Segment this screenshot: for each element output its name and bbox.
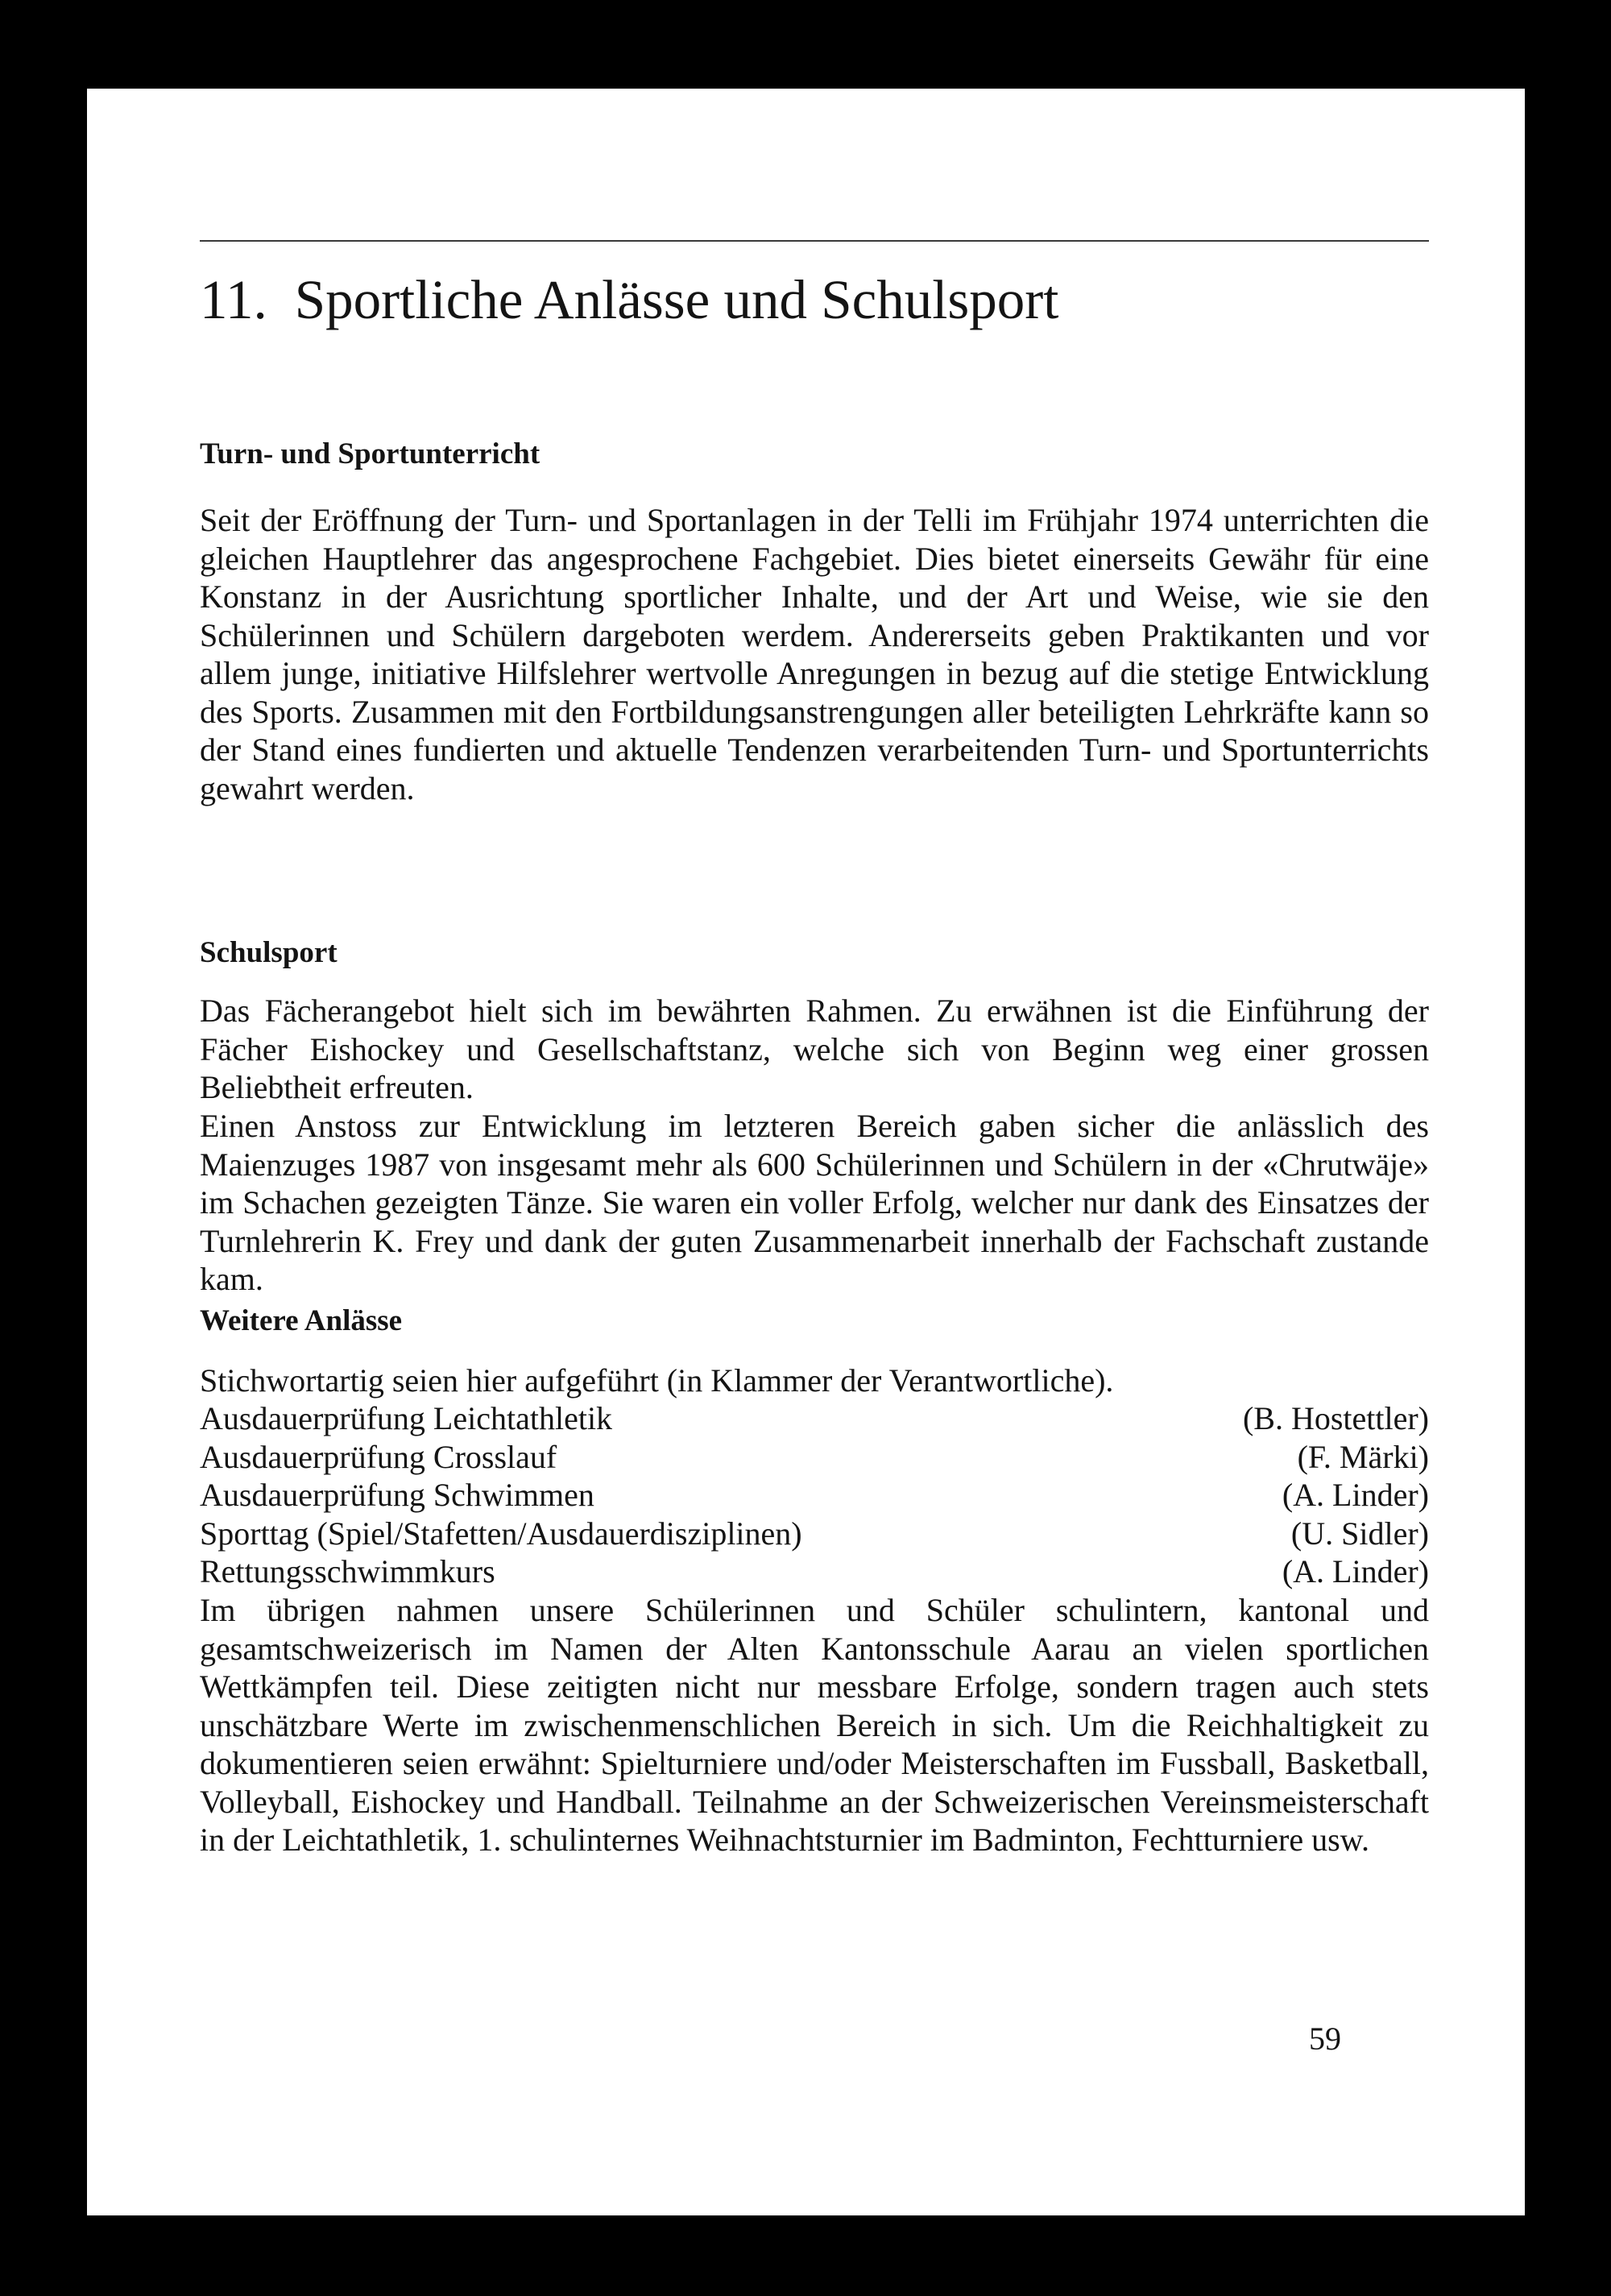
event-name: Ausdauerprüfung Schwimmen — [200, 1477, 594, 1513]
page-number: 59 — [1309, 2020, 1341, 2057]
document-page — [87, 89, 1525, 2215]
event-responsible: (U. Sidler) — [1290, 1515, 1429, 1552]
section-heading-schulsport: Schulsport — [200, 936, 338, 969]
event-responsible: (A. Linder) — [1282, 1477, 1429, 1513]
chapter-title-text: Sportliche Anlässe und Schulsport — [294, 269, 1059, 330]
paragraph-weitere-anlaesse-intro: Stichwortartig seien hier aufgeführt (in Klammer der Verantwortliche). — [200, 1362, 1114, 1399]
event-name: Rettungsschwimmkurs — [200, 1553, 495, 1589]
event-responsible: (A. Linder) — [1282, 1553, 1429, 1589]
paragraph-schulsport-1: Das Fächerangebot hielt sich im bewährten Rahmen. Zu erwähnen ist die Einführung der Fächer Eishockey und Gesellschaftstanz, welche sich von Beginn weg einer grossen Beliebtheit erfreuten. — [200, 993, 1429, 1105]
event-name: Ausdauerprüfung Crosslauf — [200, 1438, 557, 1475]
section-heading-turnunterricht: Turn- und Sportunterricht — [200, 437, 540, 470]
chapter-number: 11. — [200, 269, 267, 330]
header-rule — [200, 240, 1429, 242]
list-item — [200, 1515, 1429, 1553]
list-item — [200, 1552, 1429, 1591]
paragraph-schulsport-2: Einen Anstoss zur Entwicklung im letzteren Bereich gaben sicher die anlässlich des Maienzuges 1987 von insgesamt mehr als 600 Schülerinnen und Schülern in der «Chrutwäje» im Schachen gezeigten Tänze. Sie waren ein voller Erfolg, welcher nur dank des Einsatzes der Turnlehrerin K. Frey und dank der guten Zusammenarbeit innerhalb der Fachschaft zustande kam. — [200, 1108, 1429, 1297]
section-heading-weitere-anlaesse: Weitere Anlässe — [200, 1304, 403, 1337]
list-item — [200, 1438, 1429, 1477]
event-responsible: (B. Hostettler) — [1242, 1400, 1429, 1436]
event-name: Sporttag (Spiel/Stafetten/Ausdauerdisziplinen) — [200, 1515, 802, 1552]
events-list — [200, 1399, 1429, 1591]
chapter-title — [200, 267, 1058, 332]
paragraph-weitere-anlaesse-closing: Im übrigen nahmen unsere Schülerinnen und Schüler schulintern, kantonal und gesamtschweizerisch im Namen der Alten Kantonsschule Aarau an vielen sportlichen Wettkämpfen teil. Diese zeitigten nicht nur messbare Erfolge, sondern tragen auch stets unschätzbare Werte im zwischenmenschlichen Bereich in sich. Um die Reichhaltigkeit zu dokumentieren seien erwähnt: Spielturniere und/oder Meisterschaften im Fussball, Basketball, Volleyball, Eishockey und Handball. Teilnahme an der Schweizerischen Vereinsmeisterschaft in der Leichtathletik, 1. schulinternes Weihnachtsturnier im Badminton, Fechtturniere usw. — [200, 1592, 1429, 1858]
list-item — [200, 1476, 1429, 1515]
list-item — [200, 1399, 1429, 1438]
paragraph-turnunterricht: Seit der Eröffnung der Turn- und Sportanlagen in der Telli im Frühjahr 1974 unterrichten die gleichen Hauptlehrer das angesprochene Fachgebiet. Dies bietet einerseits Gewähr für eine Konstanz in der Ausrichtung sportlicher Inhalte, und der Art und Weise, wie sie den Schülerinnen und Schülern dargeboten werdem. Andererseits geben Praktikanten und vor allem junge, initiative Hilfslehrer wertvolle Anregungen in bezug auf die stetige Entwicklung des Sports. Zusammen mit den Fortbildungsanstrengungen aller beteiligten Lehrkräfte kann so der Stand eines fundierten und aktuelle Tendenzen verarbeitenden Turn- und Sportunterrichts gewahrt werden. — [200, 502, 1429, 806]
event-name: Ausdauerprüfung Leichtathletik — [200, 1400, 613, 1436]
event-responsible: (F. Märki) — [1297, 1438, 1429, 1475]
